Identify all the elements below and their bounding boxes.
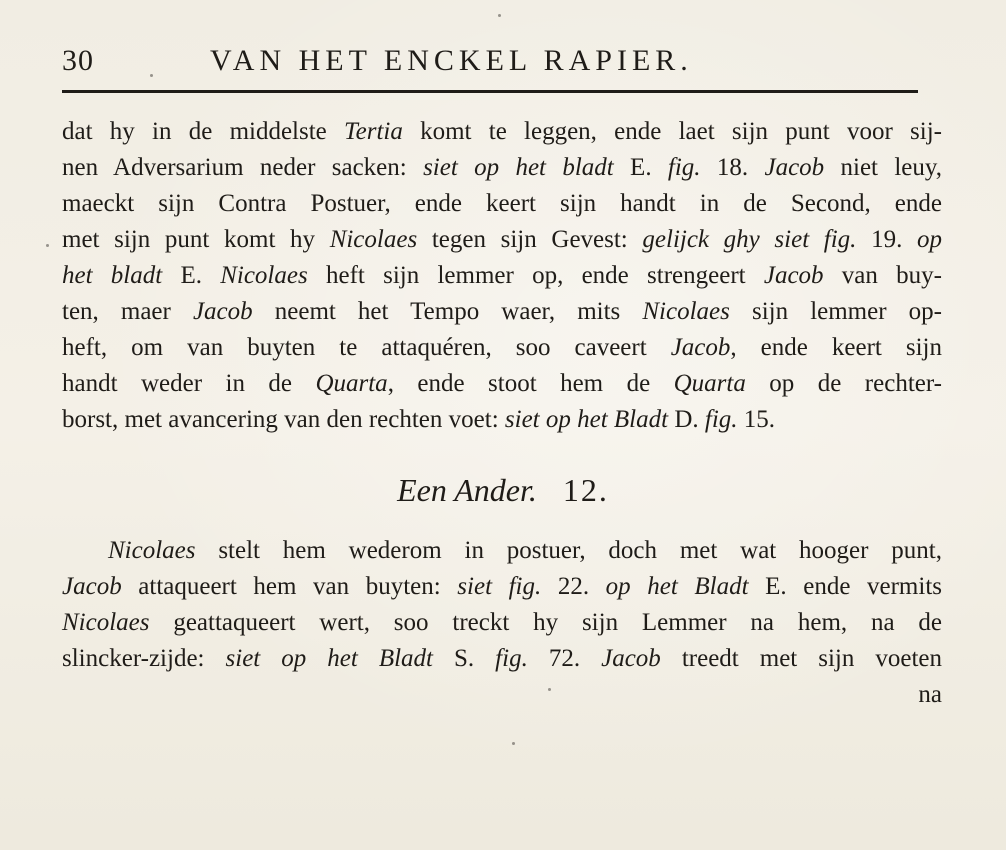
italic-term: Jacob bbox=[670, 334, 731, 361]
page-number: 30 bbox=[62, 44, 94, 77]
paper-speck bbox=[512, 742, 515, 745]
text-line: slincker-zijde: siet op het Bladt S. fig. 72. Jacob treedt met sijn voeten bbox=[62, 645, 943, 672]
paragraph-2 bbox=[62, 533, 942, 713]
text-line: ten, maer Jacob neemt het Tempo waer, mits Nicolaes sijn lemmer op- bbox=[62, 298, 942, 325]
italic-term: Nicolaes bbox=[108, 537, 196, 564]
italic-term: Nicolaes bbox=[62, 609, 150, 636]
italic-term: op het Bladt bbox=[605, 573, 749, 600]
italic-term: Nicolaes bbox=[329, 226, 418, 253]
paper-speck bbox=[498, 14, 501, 17]
italic-term: siet fig. bbox=[457, 573, 542, 600]
italic-term: gelijck ghy siet fig. bbox=[642, 226, 857, 253]
italic-term: op bbox=[916, 226, 942, 253]
paragraph-1 bbox=[62, 114, 942, 438]
text-line: Nicolaes stelt hem wederom in postuer, doch met wat hooger punt, bbox=[108, 537, 942, 564]
text-line: borst, met avancering van den rechten voet: siet op het Bladt D. fig. 15. bbox=[62, 406, 776, 433]
text-line: handt weder in de Quarta, ende stoot hem de Quarta op de rechter- bbox=[62, 370, 943, 397]
header-rule bbox=[62, 90, 918, 93]
italic-term: Jacob bbox=[62, 573, 122, 600]
paper-speck bbox=[150, 74, 153, 77]
italic-term: fig. bbox=[495, 645, 528, 672]
italic-term: Jacob bbox=[192, 298, 253, 325]
page-header bbox=[62, 38, 918, 90]
italic-term: Nicolaes bbox=[220, 262, 308, 289]
italic-term: siet op het Bladt bbox=[504, 406, 669, 433]
italic-term: het bladt bbox=[62, 262, 163, 289]
italic-term: Nicolaes bbox=[642, 298, 730, 325]
italic-term: fig. bbox=[704, 406, 738, 433]
text-line: maeckt sijn Contra Postuer, ende keert sijn handt in de Second, ende bbox=[62, 190, 942, 217]
section-number: 12. bbox=[562, 472, 609, 508]
italic-term: Jacob bbox=[601, 645, 661, 672]
italic-term: Tertia bbox=[344, 118, 403, 145]
paper-speck bbox=[548, 688, 551, 691]
italic-term: Quarta bbox=[315, 370, 388, 397]
paper-speck bbox=[46, 244, 49, 247]
text-line: Jacob attaqueert hem van buyten: siet fig. 22. op het Bladt E. ende vermits bbox=[62, 573, 942, 600]
text-line: met sijn punt komt hy Nicolaes tegen sijn Gevest: gelijck ghy siet fig. 19. op bbox=[62, 226, 942, 253]
running-title: VAN HET ENCKEL RAPIER. bbox=[210, 44, 693, 77]
italic-term: siet op het Bladt bbox=[225, 645, 433, 672]
text-line: nen Adversarium neder sacken: siet op het bladt E. fig. 18. Jacob niet leuy, bbox=[62, 154, 943, 181]
text-line: heft, om van buyten te attaquéren, soo caveert Jacob, ende keert sijn bbox=[62, 334, 942, 361]
text-line: Nicolaes geattaqueert wert, soo treckt hy sijn Lemmer na hem, na de bbox=[62, 609, 942, 636]
section-heading bbox=[0, 472, 1006, 509]
italic-term: Quarta bbox=[673, 370, 746, 397]
italic-term: Jacob bbox=[764, 154, 825, 181]
text-line: het bladt E. Nicolaes heft sijn lemmer op, ende strengeert Jacob van buy- bbox=[62, 262, 942, 289]
italic-term: siet op het bladt bbox=[423, 154, 614, 181]
section-title: Een Ander. bbox=[397, 472, 537, 508]
italic-term: fig. bbox=[667, 154, 701, 181]
catchword: na bbox=[918, 681, 942, 708]
text-line: dat hy in de middelste Tertia komt te leggen, ende laet sijn punt voor sij- bbox=[62, 118, 943, 145]
italic-term: Jacob bbox=[763, 262, 824, 289]
